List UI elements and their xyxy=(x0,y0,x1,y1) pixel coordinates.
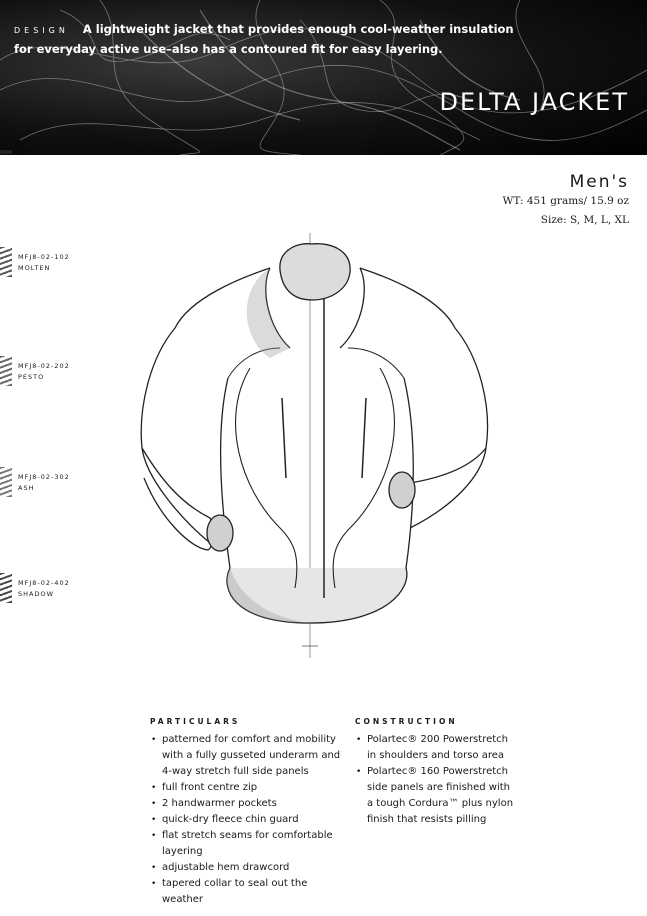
jacket-illustration xyxy=(120,228,500,658)
construction-heading: CONSTRUCTION xyxy=(355,717,458,726)
particulars-section xyxy=(150,717,350,908)
colorway-name: PESTO xyxy=(18,373,45,381)
colorway-name: ASH xyxy=(18,484,35,492)
colorway-code: MFJ8-02-102 xyxy=(18,253,70,261)
size-spec: Size: S, M, L, XL xyxy=(540,214,629,226)
colorway-code: MFJ8-02-302 xyxy=(18,473,70,481)
shoulder-seams xyxy=(228,348,404,378)
construction-list xyxy=(355,732,515,828)
list-item: • adjustable hem drawcord xyxy=(162,860,350,876)
colorway-swatch xyxy=(0,247,12,277)
edge-scan-mark xyxy=(0,150,12,154)
list-item: • flat stretch seams for comfortable layering xyxy=(162,828,350,860)
colorway-code: MFJ8-02-202 xyxy=(18,362,70,370)
colorway-swatch xyxy=(0,356,12,386)
colorway-swatch xyxy=(0,573,12,603)
colorway-code: MFJ8-02-402 xyxy=(18,579,70,587)
list-item: • Polartec® 200 Powerstretch in shoulders and torso area xyxy=(367,732,515,764)
left-pocket-zip xyxy=(282,398,286,478)
shoulders-and-arms xyxy=(141,268,487,543)
weight-spec: WT: 451 grams/ 15.9 oz xyxy=(502,195,629,207)
left-cuff xyxy=(207,515,233,551)
product-title: DELTA JACKET xyxy=(439,88,629,116)
hem xyxy=(227,568,407,623)
right-pocket-zip xyxy=(362,398,366,478)
list-item: • quick-dry fleece chin guard xyxy=(162,812,350,828)
colorway-name: SHADOW xyxy=(18,590,55,598)
left-forearm xyxy=(142,448,214,550)
right-forearm xyxy=(410,448,486,483)
particulars-heading: PARTICULARS xyxy=(150,717,241,726)
design-text: A lightweight jacket that provides enough cool-weather insulation for everyday active use–also has a contoured fit for easy layering. xyxy=(14,22,514,56)
particulars-list xyxy=(150,732,350,908)
list-item: • Polartec® 160 Powerstretch side panels are finished with a tough Cordura™ plus nylon finish that resists pilling xyxy=(367,764,515,828)
collar xyxy=(280,244,350,300)
colorway-swatch xyxy=(0,467,12,497)
list-item: • patterned for comfort and mobility with a fully gusseted underarm and 4-way stretch full side panels xyxy=(162,732,350,780)
list-item: • 2 handwarmer pockets xyxy=(162,796,350,812)
colorway-name: MOLTEN xyxy=(18,264,51,272)
list-item: • full front centre zip xyxy=(162,780,350,796)
gender-label: Men's xyxy=(569,172,629,192)
left-side-panel-seam xyxy=(236,368,297,588)
header-banner xyxy=(0,0,647,155)
design-description xyxy=(14,20,514,59)
list-item: • tapered collar to seal out the weather xyxy=(162,876,350,908)
right-side-panel-seam xyxy=(333,368,394,588)
right-cuff xyxy=(389,472,415,508)
construction-section xyxy=(355,717,515,828)
design-kicker: DESIGN xyxy=(14,26,69,35)
